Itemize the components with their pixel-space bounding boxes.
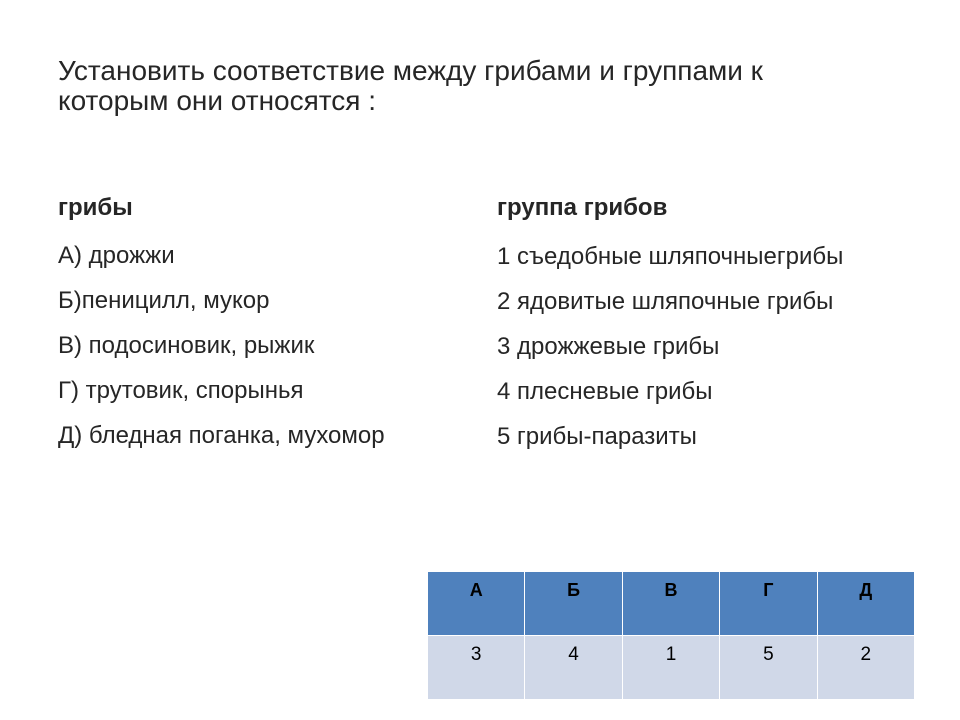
fungi-item-b: Б)пеницилл, мукор: [58, 287, 270, 314]
answer-value-cell: 1: [622, 636, 719, 700]
group-item-5: 5 грибы-паразиты: [497, 423, 697, 450]
answer-header-cell: А: [428, 572, 525, 636]
answer-table-header-row: [428, 572, 915, 636]
page-title: Установить соответствие между грибами и группами к которым они относятся :: [58, 55, 763, 116]
answer-header-cell: Д: [817, 572, 914, 636]
answer-table-value-row: [428, 636, 915, 700]
fungi-item-g: Г) трутовик, спорынья: [58, 377, 304, 404]
answer-header-cell: Г: [720, 572, 817, 636]
fungi-list: [58, 238, 478, 463]
group-item-2: 2 ядовитые шляпочные грибы: [497, 288, 834, 315]
group-item-1: 1 съедобные шляпочныегрибы: [497, 243, 844, 270]
groups-list: [497, 238, 897, 463]
fungi-item-a: А) дрожжи: [58, 242, 175, 269]
group-item-4: 4 плесневые грибы: [497, 378, 713, 405]
answer-value-cell: 5: [720, 636, 817, 700]
answer-value-cell: 2: [817, 636, 914, 700]
fungi-item-v: В) подосиновик, рыжик: [58, 332, 315, 359]
fungi-heading: грибы: [58, 194, 133, 221]
group-item-3: 3 дрожжевые грибы: [497, 333, 720, 360]
answer-header-cell: Б: [525, 572, 622, 636]
answer-value-cell: 3: [428, 636, 525, 700]
fungi-item-d: Д) бледная поганка, мухомор: [58, 422, 385, 449]
answer-table: [427, 571, 915, 700]
answer-header-cell: В: [622, 572, 719, 636]
answer-value-cell: 4: [525, 636, 622, 700]
groups-heading: группа грибов: [497, 194, 668, 221]
